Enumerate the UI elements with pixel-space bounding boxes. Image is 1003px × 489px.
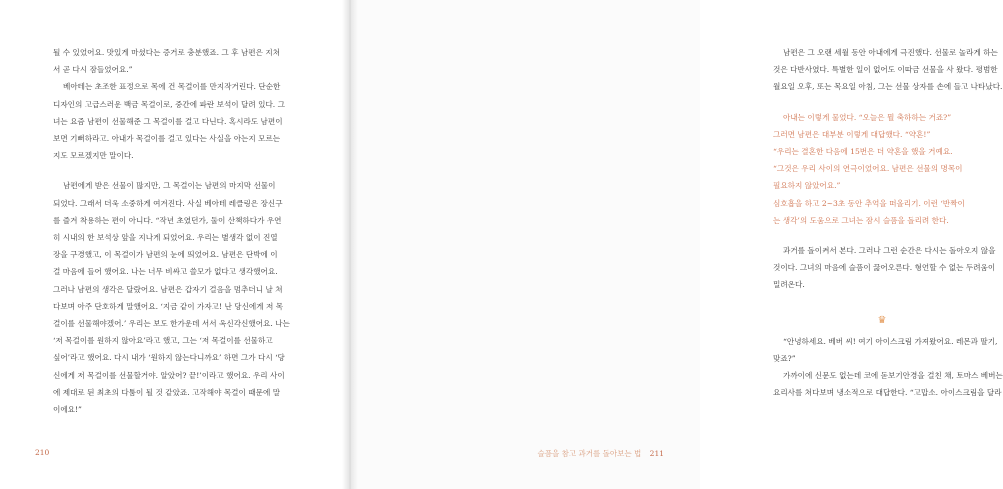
text-line: 싶어’라고 했어요. 다시 내가 ‘원하지 않는다니까요’ 하면 그가 다시 ‘당 — [53, 353, 285, 363]
highlighted-paragraph — [773, 109, 991, 229]
text-line: 에 제대로 된 최초의 다툼이 될 것 같았죠. 고작해야 목걸이 때문에 말 — [53, 387, 281, 397]
right-page — [350, 0, 1003, 489]
text-line: 지도 모르겠지만 말이다. — [53, 151, 134, 161]
text-line: 장을 구경했고, 이 목걸이가 남편의 눈에 띄었어요. 남편은 단박에 이 — [53, 250, 278, 260]
text-line: 밀려온다. — [773, 280, 805, 290]
text-line: 것은 다반사였다. 특별한 일이 없어도 이따금 선물을 사 왔다. 평범한 — [773, 65, 998, 75]
text-line: 걸이를 선물해야겠어.’ 우리는 보도 한가운데 서서 옥신각신했어요. 나는 — [53, 319, 290, 329]
text-line: 요리사를 쳐다보며 냉소적으로 대답한다. “고맙소. 아이스크림을 달라 — [773, 388, 1002, 398]
left-page-body — [53, 44, 298, 418]
left-page-number: 210 — [35, 448, 50, 457]
paragraph-gap — [53, 164, 298, 177]
text-line: “그것은 우리 사이의 연극이었어요. 남편은 선물의 명목이 — [773, 164, 963, 174]
text-line: 히 시내의 한 보석상 앞을 지나게 되었어요. 우리는 별생각 없이 진열 — [53, 233, 278, 243]
text-line: 가까이에 신문도 없는데 코에 돋보기안경을 걸친 채, 토마스 베버는 — [783, 371, 1003, 381]
text-line: 베아테는 초조한 표정으로 목에 건 목걸이를 만지작거린다. 단순한 — [63, 82, 281, 92]
paragraph-gap — [773, 294, 991, 307]
text-line: 남편은 그 오랜 세월 동안 아내에게 극진했다. 선물로 놀라게 하는 — [783, 48, 998, 57]
paragraph — [773, 44, 1003, 96]
text-line: 는 생각’의 도움으로 그녀는 잠시 슬픔을 돌리려 한다. — [773, 215, 949, 225]
paragraph — [53, 177, 298, 418]
crown-ornament-icon: ♛ — [877, 314, 887, 326]
text-line: 월요일 오후, 또는 목요일 아침, 그는 선물 상자를 손에 들고 나타났다. — [773, 82, 1003, 92]
running-head: 슬픔을 참고 과거를 돌아보는 법 — [537, 449, 642, 458]
text-line: 보면 기뻐하라고. 아내가 목걸이를 걸고 있다는 사실을 아는지 모르는 — [53, 134, 281, 144]
text-line: 필요하지 않았어요.” — [773, 181, 841, 191]
paragraph — [53, 78, 298, 164]
paragraph — [773, 333, 998, 367]
text-line: 그러나 남편의 생각은 달랐어요. 남편은 갑자기 걸음을 멈추더니 날 쳐 — [53, 284, 283, 294]
text-line: 서 곧 다시 잠들었어요.” — [53, 65, 133, 75]
text-line: 남편에게 받은 선물이 많지만, 그 목걸이는 남편의 마지막 선물이 — [63, 181, 276, 191]
text-line: 다보며 아주 단호하게 말했어요. ‘지금 같이 가자고! 난 당신에게 저 목 — [53, 301, 284, 311]
paragraph — [773, 242, 996, 294]
paragraph — [773, 367, 1003, 401]
text-line: 되었다. 그래서 더욱 소중하게 여겨진다. 사실 베아테 레클링은 장신구 — [53, 198, 283, 208]
text-line: 디자인의 고급스러운 백금 목걸이로, 중간에 파란 보석이 달려 있다. 그 — [53, 99, 285, 109]
paragraph — [53, 44, 298, 78]
text-line: ‘저 목걸이를 원하지 않아요’라고 했고, 그는 ‘저 목걸이를 선물하고 — [53, 336, 273, 346]
text-line: “안녕하세요. 베버 씨! 여기 아이스크림 가져왔어요. 레몬과 딸기, — [783, 336, 998, 346]
text-line: 될 수 있었어요. 맛있게 마셨다는 증거로 충분했죠. 그 후 남편은 지쳐 — [53, 48, 281, 57]
paragraph-gap — [773, 229, 991, 242]
text-line: 과거를 돌이켜서 본다. 그러나 그런 순간은 다시는 돌아오지 않을 — [783, 246, 996, 256]
right-page-number: 211 — [649, 449, 664, 458]
right-page-body — [773, 44, 1003, 401]
text-line: 를 즐겨 착용하는 편이 아니다. “작년 초였던가, 둘이 산책하다가 우연 — [53, 215, 282, 225]
right-page-footer — [538, 448, 664, 459]
text-line: 맞죠?” — [773, 353, 796, 363]
text-line: 신에게 저 목걸이를 선물할거야. 알았어? 끝!’이라고 했어요. 우리 사이 — [53, 370, 285, 380]
left-page — [0, 0, 350, 489]
text-line: 그러면 남편은 대부분 이렇게 대답했다. “약혼!” — [773, 129, 931, 139]
text-line: “우리는 결혼한 다음에 15번은 더 약혼을 했을 거예요. — [773, 147, 953, 157]
text-line: 아내는 이렇게 물었다. “오늘은 뭘 축하하는 거죠?” — [783, 112, 952, 122]
paragraph-gap — [773, 96, 991, 109]
text-line: 이에요!” — [53, 405, 82, 415]
text-line: 걸 마음에 들어 했어요. 나는 너무 비싸고 쓸모가 없다고 생각했어요. — [53, 267, 278, 277]
text-line: 것이다. 그녀의 마음에 슬픔이 끓어오른다. 형언할 수 없는 두려움이 — [773, 263, 996, 273]
text-line: 심호흡을 하고 2~3초 동안 추억을 떠올리기. 이런 ‘반짝이 — [773, 198, 965, 208]
text-line: 녀는 요즘 남편이 선물해준 그 목걸이를 걸고 다닌다. 혹시라도 남편이 — [53, 116, 283, 126]
